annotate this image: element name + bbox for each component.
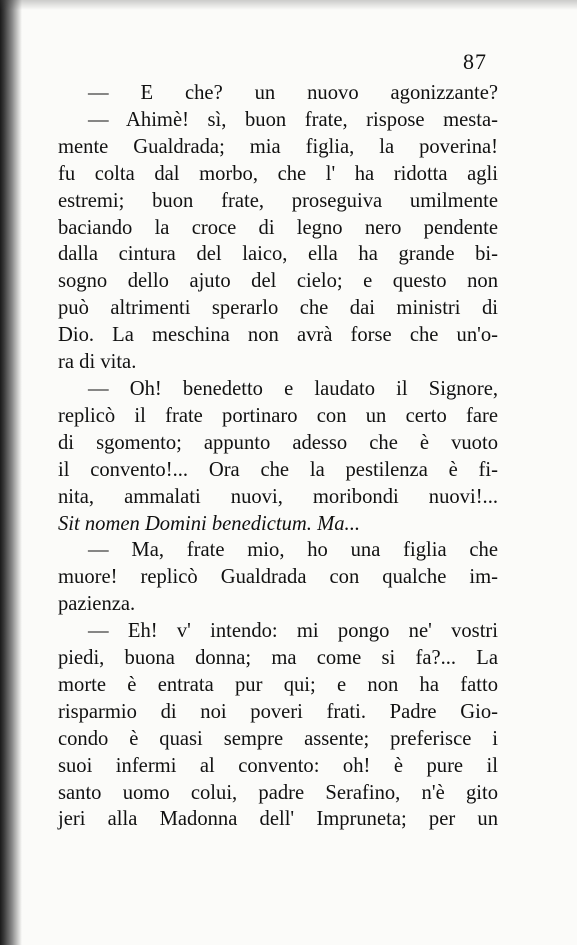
text-line: dalla cintura del laico, ella ha grande bi- — [58, 243, 498, 266]
text-line: — Eh! v' intendo: mi pongo ne' vostri — [88, 620, 498, 643]
text-line: fu colta dal morbo, che l' ha ridotta agli — [58, 162, 498, 185]
text-line: può altrimenti sperarlo che dai ministri di — [58, 297, 498, 320]
text-line: muore! replicò Gualdrada con qualche im- — [58, 566, 498, 589]
text-line: condo è quasi sempre assente; preferisce i — [58, 727, 498, 750]
text-line: di sgomento; appunto adesso che è vuoto — [58, 431, 498, 454]
text-line: risparmio di noi poveri frati. Padre Gio- — [58, 700, 498, 723]
text-line: piedi, buona donna; ma come si fa?... La — [58, 647, 498, 670]
book-spine-shadow — [0, 0, 22, 945]
text-line: nita, ammalati nuovi, moribondi nuovi!... — [58, 485, 498, 508]
page-top-shadow — [0, 0, 577, 10]
text-line: Dio. La meschina non avrà forse che un'o- — [58, 324, 498, 347]
text-line: suoi infermi al convento: oh! è pure il — [58, 754, 498, 777]
text-line: sogno dello ajuto del cielo; e questo non — [58, 270, 498, 293]
text-line: — E che? un nuovo agonizzante? — [88, 82, 498, 104]
text-line: jeri alla Madonna dell' Impruneta; per un — [58, 808, 498, 831]
text-line: santo uomo colui, padre Serafino, n'è gito — [58, 781, 498, 804]
text-line: — Ahimè! sì, buon frate, rispose mesta- — [88, 108, 498, 131]
text-line: morte è entrata pur qui; e non ha fatto — [58, 673, 498, 696]
page-number: 87 — [463, 49, 487, 74]
text-line: ra di vita. — [58, 351, 137, 374]
text-line: — Oh! benedetto e laudato il Signore, — [88, 377, 498, 400]
text-line: replicò il frate portinaro con un certo fare — [58, 404, 498, 427]
text-line: baciando la croce di legno nero pendente — [58, 216, 498, 239]
text-line: mente Gualdrada; mia figlia, la poverina! — [58, 135, 498, 158]
text-line: — Ma, frate mio, ho una figlia che — [88, 539, 498, 562]
text-line: Sit nomen Domini benedictum. Ma... — [58, 512, 360, 535]
page-body-text — [58, 80, 498, 833]
text-line: pazienza. — [58, 593, 136, 616]
text-line: estremi; buon frate, proseguiva umilmente — [58, 189, 498, 212]
text-line: il convento!... Ora che la pestilenza è fi- — [58, 458, 498, 481]
